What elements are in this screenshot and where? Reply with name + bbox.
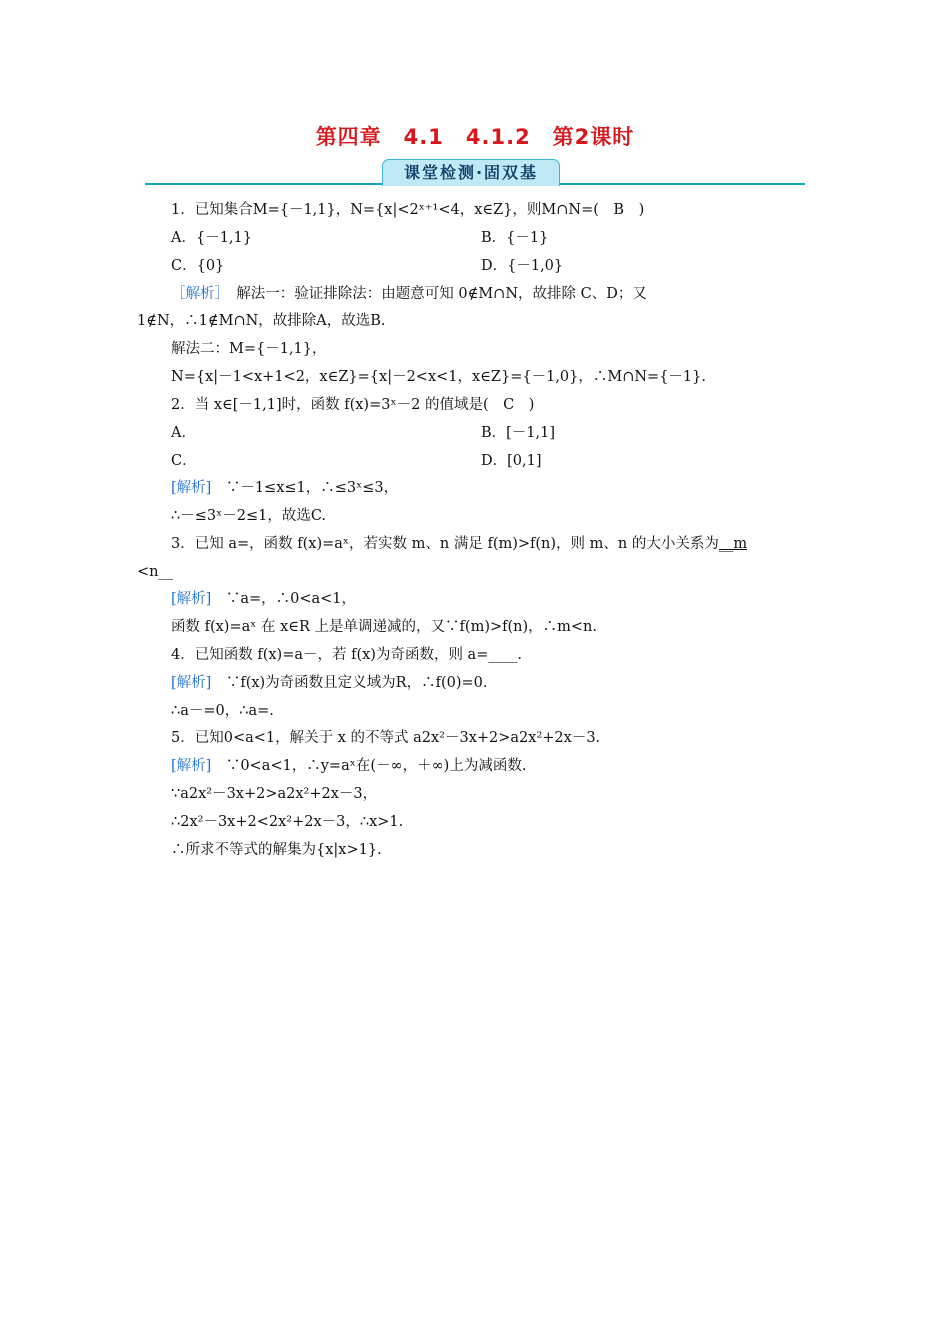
q5-solution-line-4: ∴所求不等式的解集为{x|x>1}. bbox=[171, 842, 382, 858]
q2-option-a: A． bbox=[171, 425, 196, 441]
question-2: 2．当 x∈[－1,1]时，函数 f(x)=3ˣ－2 的值域是( C ) bbox=[171, 397, 535, 413]
analysis-tag: [解析] bbox=[171, 758, 212, 774]
q1-option-c: C．{0} bbox=[171, 258, 225, 274]
question-5: 5．已知0<a<1，解关于 x 的不等式 a2x²－3x+2>a2x²+2x－3. bbox=[171, 730, 601, 746]
q3-text: 3．已知 a=，函数 f(x)=aˣ，若实数 m、n 满足 f(m)>f(n)，则 m、n 的大小关系为 bbox=[171, 536, 719, 552]
q2-solution-text: ∵－1≤x≤1，∴≤3ˣ≤3， bbox=[211, 480, 399, 496]
q2-option-b: B．[－1,1] bbox=[481, 425, 556, 441]
q4-solution-line-1 bbox=[171, 673, 488, 693]
q4-solution-line-2: ∴a－=0，∴a=. bbox=[171, 703, 274, 719]
question-1: 1．已知集合M={－1,1}，N={x|<2ˣ⁺¹<4，x∈Z}，则M∩N=( B ) bbox=[171, 202, 645, 218]
q2-option-d: D．[0,1] bbox=[481, 453, 542, 469]
q1-option-b: B．{－1} bbox=[481, 230, 549, 246]
question-3 bbox=[171, 534, 747, 554]
q1-solution-line-2: 1∉N，∴1∉M∩N，故排除A，故选B. bbox=[137, 313, 386, 329]
section-badge: 课堂检测·固双基 bbox=[382, 159, 560, 186]
q3-answer-continuation: <n__ bbox=[137, 564, 173, 580]
analysis-tag: [解析] bbox=[171, 480, 212, 496]
q1-solution-line-4: N={x|－1<x+1<2，x∈Z}={x|－2<x<1，x∈Z}={－1,0}，∴M∩N={－1}. bbox=[171, 369, 706, 385]
q5-solution-line-2: ∵a2x²－3x+2>a2x²+2x－3， bbox=[171, 786, 378, 802]
q1-solution-text: 解法一：验证排除法：由题意可知 0∉M∩N，故排除 C、D；又 bbox=[221, 286, 647, 302]
q3-solution-line-1 bbox=[171, 589, 356, 609]
q1-option-a: A．{－1,1} bbox=[171, 230, 252, 246]
q3-solution-line-2: 函数 f(x)=aˣ 在 x∈R 上是单调递减的，又∵f(m)>f(n)，∴m<n. bbox=[171, 619, 598, 635]
question-4: 4．已知函数 f(x)=a－，若 f(x)为奇函数，则 a=____. bbox=[171, 647, 522, 663]
q5-solution-line-1 bbox=[171, 756, 526, 776]
q2-solution-line-2: ∴－≤3ˣ－2≤1，故选C. bbox=[171, 508, 327, 524]
analysis-tag: [解析] bbox=[171, 675, 212, 691]
page-title: 第四章 4.1 4.1.2 第2课时 bbox=[315, 125, 635, 149]
q2-option-c: C． bbox=[171, 453, 197, 469]
q3-solution-text: ∵a=，∴0<a<1， bbox=[211, 591, 357, 607]
analysis-tag: [解析] bbox=[171, 591, 212, 607]
q5-solution-line-3: ∴2x²－3x+2<2x²+2x－3，∴x>1. bbox=[171, 814, 404, 830]
q1-option-d: D．{－1,0} bbox=[481, 258, 564, 274]
q4-solution-text: ∵f(x)为奇函数且定义域为R，∴f(0)=0. bbox=[211, 675, 488, 691]
section-header bbox=[0, 157, 950, 191]
q1-solution-line-3: 解法二：M={－1,1}， bbox=[171, 341, 327, 357]
q5-solution-text: ∵0<a<1，∴y=aˣ在(－∞，＋∞)上为减函数. bbox=[211, 758, 527, 774]
analysis-tag: ［解析］ bbox=[171, 286, 222, 302]
q1-solution-line-1 bbox=[171, 284, 647, 304]
q3-answer-blank: __m bbox=[718, 536, 748, 552]
q2-solution-line-1 bbox=[171, 478, 398, 498]
